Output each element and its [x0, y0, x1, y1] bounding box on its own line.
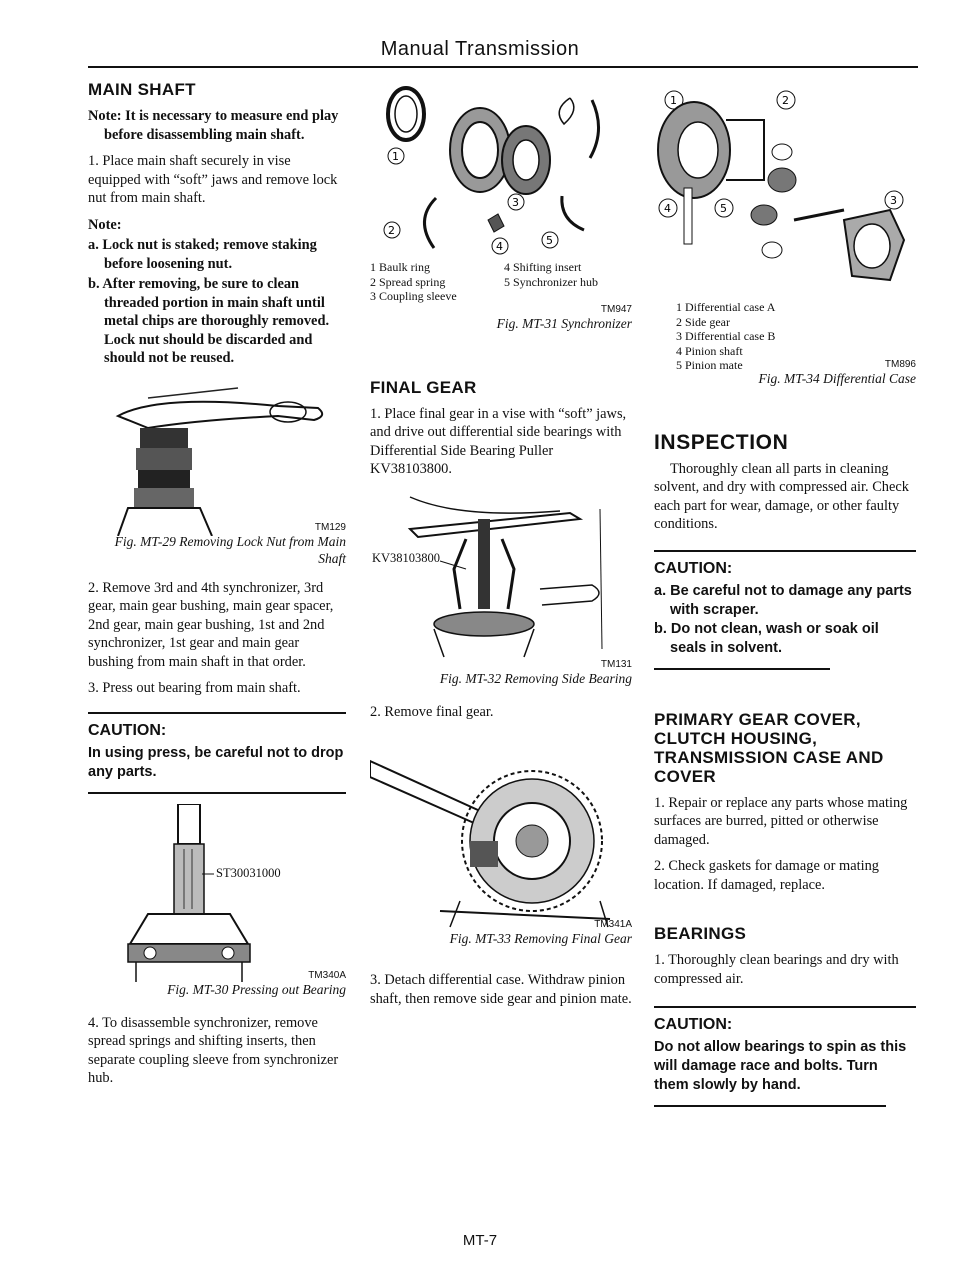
main-shaft-heading: MAIN SHAFT: [88, 80, 196, 99]
fig-mt33-caption: Fig. MT-33 Removing Final Gear: [449, 931, 632, 946]
caution-inspection-a: a. Be careful not to damage any parts with scraper.: [654, 582, 912, 618]
legend-item: 4 Pinion shaft: [676, 343, 743, 358]
pressing-bearing-illustration: [88, 804, 346, 984]
fig-mt31-caption: Fig. MT-31 Synchronizer: [496, 315, 632, 331]
side-bearing-puller-illustration: [370, 489, 632, 659]
svg-text:1: 1: [392, 150, 399, 163]
header-rule: [88, 66, 918, 68]
final-gear-step-1: 1. Place final gear in a vise with “soft” jaws, and drive out differential side bearings with Differential Side Bearing Puller KV38103800.: [370, 405, 627, 477]
caution-press: [88, 712, 346, 794]
main-shaft-step-3: 3. Press out bearing from main shaft.: [88, 680, 301, 696]
legend-item: 1 Differential case A: [676, 300, 776, 314]
main-shaft-step-4: 4. To disassemble synchronizer, remove spread springs and shifting inserts, then separate coupling sleeve from synchronizer hub.: [88, 1014, 339, 1086]
svg-text:1: 1: [670, 94, 677, 107]
column-left: [88, 80, 346, 1096]
legend-item: 3 Differential case B: [676, 329, 776, 343]
fig-mt31-legend: [370, 260, 632, 304]
caution-bearings-rule: [654, 1105, 886, 1107]
fig-mt32-code: TM131: [600, 658, 632, 670]
column-right: [654, 80, 916, 1117]
bearings-step-1: 1. Thoroughly clean bearings and dry with compressed air.: [654, 952, 899, 987]
fig-mt30-code: TM340A: [308, 969, 346, 981]
svg-text:2: 2: [388, 224, 395, 237]
caution-inspection: [654, 550, 916, 680]
figure-mt29: [88, 376, 346, 567]
main-shaft-note-a: a. Lock nut is staked; remove staking before loosening nut.: [88, 237, 317, 272]
column-middle: [370, 80, 632, 1016]
legend-item: 4 Shifting insert: [504, 260, 582, 274]
main-shaft-step-1: 1. Place main shaft securely in vise equipped with “soft” jaws and remove lock nut from main shaft.: [88, 153, 338, 206]
figure-mt30: [88, 804, 346, 998]
legend-item: 2 Side gear: [676, 314, 730, 329]
figure-mt34: [654, 80, 916, 387]
fig-mt34-caption: Fig. MT-34 Differential Case: [758, 370, 916, 386]
caution-press-title: CAUTION:: [88, 721, 167, 739]
caution-bearings-text: Do not allow bearings to spin as this will damage race and bolts. Turn them slowly by hand.: [654, 1039, 907, 1093]
caution-bearings-title: CAUTION:: [654, 1016, 733, 1033]
inspection-heading: INSPECTION: [654, 430, 789, 454]
svg-text:5: 5: [720, 202, 727, 215]
fig-mt31-code: TM947: [600, 303, 632, 315]
differential-case-exploded-illustration: [654, 80, 916, 300]
fig-mt34-code: TM896: [884, 358, 916, 370]
fig-mt30-caption: Fig. MT-30 Pressing out Bearing: [167, 981, 346, 997]
final-gear-removal-illustration: [370, 751, 632, 931]
svg-text:5: 5: [546, 234, 553, 247]
legend-item: 2 Spread spring: [370, 274, 446, 289]
covers-heading: PRIMARY GEAR COVER, CLUTCH HOUSING, TRANSMISSION CASE AND COVER: [654, 709, 884, 786]
figure-mt32: [370, 489, 632, 687]
fig-mt32-caption: Fig. MT-32 Removing Side Bearing: [439, 670, 632, 686]
fig-mt30-tool-label: ST30031000: [216, 865, 281, 880]
caution-press-text: In using press, be careful not to drop any parts.: [88, 744, 344, 780]
caution-inspection-rule: [654, 668, 830, 670]
fig-mt29-caption: Fig. MT-29 Removing Lock Nut from Main Shaft: [114, 533, 346, 566]
final-gear-heading: FINAL GEAR: [370, 377, 477, 397]
lock-nut-removal-illustration: [88, 376, 346, 536]
inspection-text: Thoroughly clean all parts in cleaning solvent, and dry with compressed air. Check each part for wear, damage, or other faulty conditions.: [654, 460, 909, 532]
figure-mt31: [370, 80, 632, 332]
figure-mt33: [370, 751, 632, 947]
covers-step-1: 1. Repair or replace any parts whose mating surfaces are burred, pitted or otherwise damaged.: [654, 794, 908, 848]
final-gear-step-2: 2. Remove final gear.: [370, 703, 494, 720]
final-gear-step-3: 3. Detach differential case. Withdraw pinion shaft, then remove side gear and pinion mate.: [370, 972, 632, 1007]
page-number: MT-7: [462, 1232, 498, 1249]
caution-bearings: [654, 1006, 916, 1117]
main-shaft-note-label: Note:: [88, 216, 122, 233]
main-shaft-note: Note: It is necessary to measure end play before disassembling main shaft.: [88, 108, 339, 143]
fig-mt29-code: TM129: [314, 521, 346, 533]
svg-text:3: 3: [890, 194, 897, 207]
main-shaft-note-b: b. After removing, be sure to clean threaded portion in main shaft until metal chips are thoroughly removed. Lock nut should be discarded and should not be reused.: [88, 276, 330, 366]
covers-step-2: 2. Check gaskets for damage or mating location. If damaged, replace.: [654, 858, 879, 893]
fig-mt33-code: TM341A: [594, 919, 632, 930]
svg-text:2: 2: [782, 94, 789, 107]
main-shaft-step-2: 2. Remove 3rd and 4th synchronizer, 3rd gear, main gear bushing, main gear spacer, 2nd gear, main gear bushing, 1st and 2nd synchronizer, 1st gear and main gear bushing from main shaft in that order.: [88, 579, 334, 670]
legend-item: 3 Coupling sleeve: [370, 289, 457, 303]
caution-inspection-b: b. Do not clean, wash or soak oil seals in solvent.: [654, 620, 879, 656]
caution-inspection-title: CAUTION:: [654, 559, 733, 577]
legend-item: 5 Synchronizer hub: [504, 274, 598, 289]
legend-item: 1 Baulk ring: [370, 260, 430, 274]
page-header-title: Manual Transmission: [380, 38, 580, 60]
synchronizer-exploded-illustration: [370, 80, 632, 260]
legend-item: 5 Pinion mate: [676, 358, 743, 372]
svg-text:3: 3: [512, 196, 519, 209]
fig-mt32-tool-label: KV38103800: [372, 550, 441, 565]
svg-text:4: 4: [664, 202, 671, 215]
svg-text:4: 4: [496, 240, 503, 253]
bearings-heading: BEARINGS: [654, 924, 747, 943]
